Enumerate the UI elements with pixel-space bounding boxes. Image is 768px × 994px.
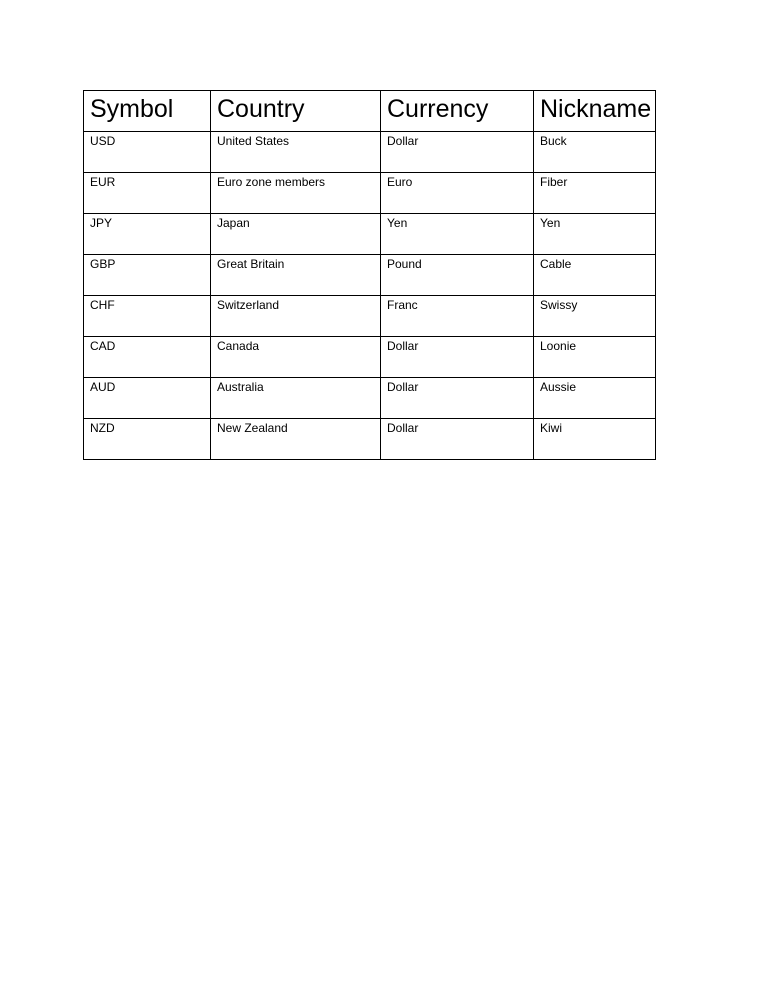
cell-currency: Dollar [381,337,534,378]
header-country: Country [211,91,381,132]
header-currency: Currency [381,91,534,132]
table-row [84,173,656,214]
cell-nickname: Yen [534,214,656,255]
header-symbol: Symbol [84,91,211,132]
table-header-row [84,91,656,132]
cell-country: Japan [211,214,381,255]
cell-nickname: Fiber [534,173,656,214]
cell-country: Euro zone members [211,173,381,214]
cell-currency: Dollar [381,132,534,173]
cell-nickname: Swissy [534,296,656,337]
cell-symbol: AUD [84,378,211,419]
cell-country: United States [211,132,381,173]
cell-nickname: Loonie [534,337,656,378]
cell-country: Australia [211,378,381,419]
table-row [84,378,656,419]
cell-symbol: CAD [84,337,211,378]
cell-currency: Dollar [381,419,534,460]
cell-country: Canada [211,337,381,378]
cell-nickname: Cable [534,255,656,296]
cell-nickname: Buck [534,132,656,173]
cell-country: Great Britain [211,255,381,296]
header-nickname: Nickname [534,91,656,132]
cell-symbol: CHF [84,296,211,337]
cell-symbol: EUR [84,173,211,214]
cell-symbol: USD [84,132,211,173]
cell-currency: Euro [381,173,534,214]
cell-currency: Yen [381,214,534,255]
table-row [84,296,656,337]
cell-currency: Dollar [381,378,534,419]
currency-table [83,90,656,460]
cell-country: Switzerland [211,296,381,337]
cell-symbol: GBP [84,255,211,296]
cell-currency: Franc [381,296,534,337]
cell-country: New Zealand [211,419,381,460]
cell-nickname: Aussie [534,378,656,419]
table-row [84,255,656,296]
table-row [84,132,656,173]
cell-currency: Pound [381,255,534,296]
table-row [84,214,656,255]
cell-symbol: JPY [84,214,211,255]
table-row [84,337,656,378]
table-row [84,419,656,460]
cell-nickname: Kiwi [534,419,656,460]
cell-symbol: NZD [84,419,211,460]
